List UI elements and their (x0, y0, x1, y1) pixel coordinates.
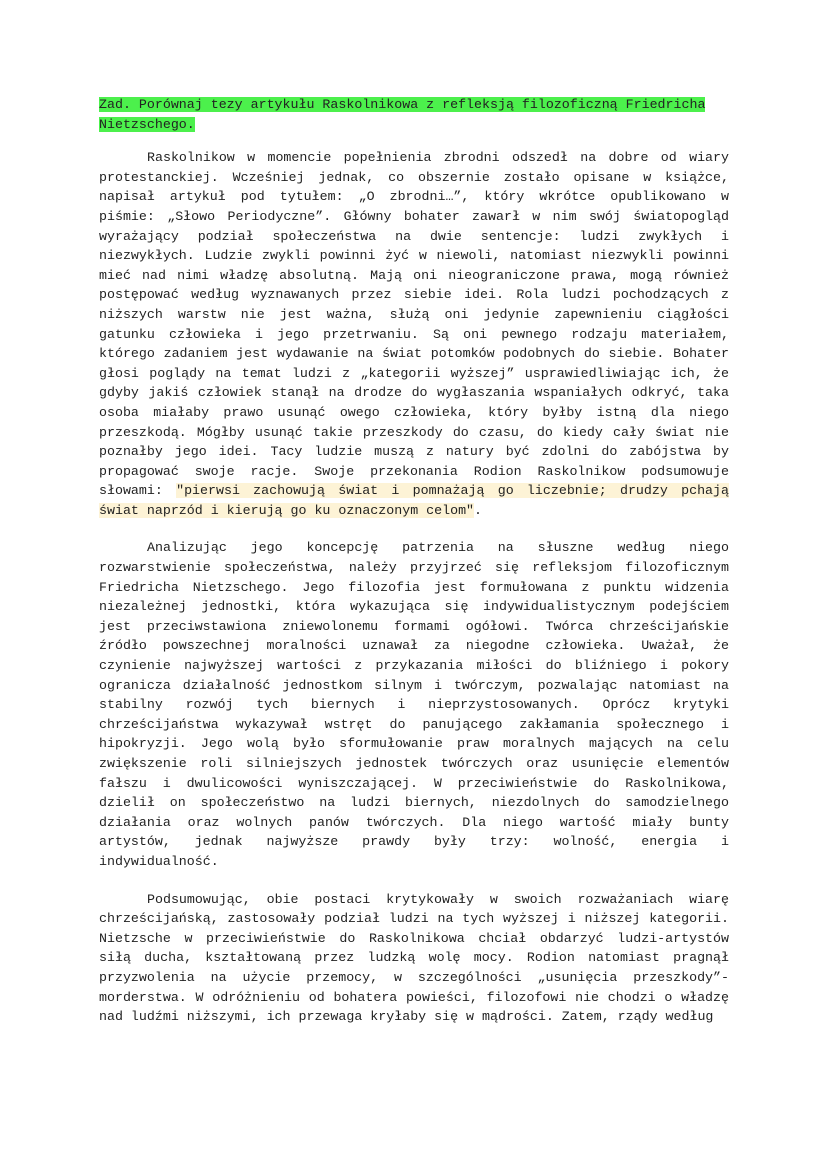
paragraph-1-end: . (474, 502, 483, 518)
task-highlight: Zad. Porównaj tezy artykułu Raskolnikowa z refleksją filozoficzną Friedricha Nietzschego. (99, 97, 706, 132)
task-heading (99, 95, 729, 134)
quote-highlight: "pierwsi zachowują świat i pomnażają go liczebnie; drudzy pchają świat naprzód i kierują go ku oznaczonym celom" (99, 483, 729, 518)
paragraph-summary: Podsumowując, obie postaci krytykowały w swoich rozważaniach wiarę chrześcijańską, zastosowały podział ludzi na tych wyższej i niższej kategorii. Nietzsche w przeciwieństwie do Raskolnikowa chciał obdarzyć ludzi-artystów siłą ducha, kształtowaną przez ludzką wolę mocy. Rodion natomiast pragnął przyzwolenia na użycie przemocy, w szczególności „usunięcia przeszkody”-morderstwa. W odróżnieniu od bohatera powieści, filozofowi nie chodzi o władzę nad ludźmi niższymi, ich przewaga kryłaby się w mądrości. Zatem, rządy według (99, 891, 729, 1025)
paragraph-nietzsche: Analizując jego koncepcję patrzenia na słuszne według niego rozwarstwienie społeczeństwa, należy przyjrzeć się refleksjom filozoficznym Friedricha Nietzschego. Jego filozofia jest formułowana z punktu widzenia niezależnej jednostki, która wykazująca się indywidualistycznym podejściem jest przeciwstawiona zniewolonemu formami ogółowi. Twórca chrześcijańskie źródło powszechnej moralności uznawał za niegodne człowieka. Uważał, że czynienie najwyższej wartości z przykazania miłości do bliźniego i pokory ogranicza działalność jednostkom silnym i twórczym, pozwalając natomiast na stabilny rozwój tych biernych i nieprzystosowanych. Oprócz krytyki chrześcijaństwa wykazywał wstręt do panującego zakłamania społecznego i hipokryzji. Jego wolą było sformułowanie praw moralnych mających na celu zwiększenie roli silniejszych jednostek twórczych oraz usunięcie elementów fałszu i dwulicowości wyniszczającej. W przeciwieństwie do Raskolnikowa, dzielił on społeczeństwo na ludzi biernych, niezdolnych do samodzielnego działania oraz wolnych panów twórczych. Dla niego wartość miały bunty artystów, jednak najwyższe prawdy były trzy: wolność, energia i indywidualność. (99, 540, 729, 869)
paragraph-raskolnikow (99, 148, 729, 520)
paragraph-1-text: Raskolnikow w momencie popełnienia zbrodni odszedł na dobre od wiary protestanckiej. Wcześniej jednak, co obszernie zostało opisane w książce, napisał artykuł pod tytułem: „O zbrodni…”, który wkrótce opublikowano w piśmie: „Słowo Periodyczne”. Główny bohater zawarł w nim swój światopogląd wyrażający podział społeczeństwa na dwie sentencje: ludzi zwykłych i niezwykłych. Ludzie zwykli powinni żyć w niewoli, natomiast niezwykli powinni mieć nad nimi władzę absolutną. Mają oni nieograniczone prawa, mogą również postępować według wyznawanych przez siebie idei. Rola ludzi pochodzących z niższych warstw nie jest ważna, służą oni jedynie zapewnieniu ciągłości gatunku człowieka i jego przetrwaniu. Są oni pewnego rodzaju materiałem, którego zadaniem jest wydawanie na świat potomków podobnych do siebie. Bohater głosi poglądy na temat ludzi z „kategorii wyższej” usprawiedliwiając ich, że gdyby jakiś człowiek stanął na drodze do wygłaszania wspaniałych odkryć, taka osoba miałaby prawo usunąć owego człowieka, który byłby istną dla niego przeszkodą. Mógłby usunąć takie przeszkody do czasu, do kiedy cały świat nie poznałby jego idei. Tacy ludzie muszą z natury być zdolni do zabójstwa by propagować swoje racje. Swoje przekonania Rodion Raskolnikow podsumowuje słowami: (99, 150, 729, 499)
